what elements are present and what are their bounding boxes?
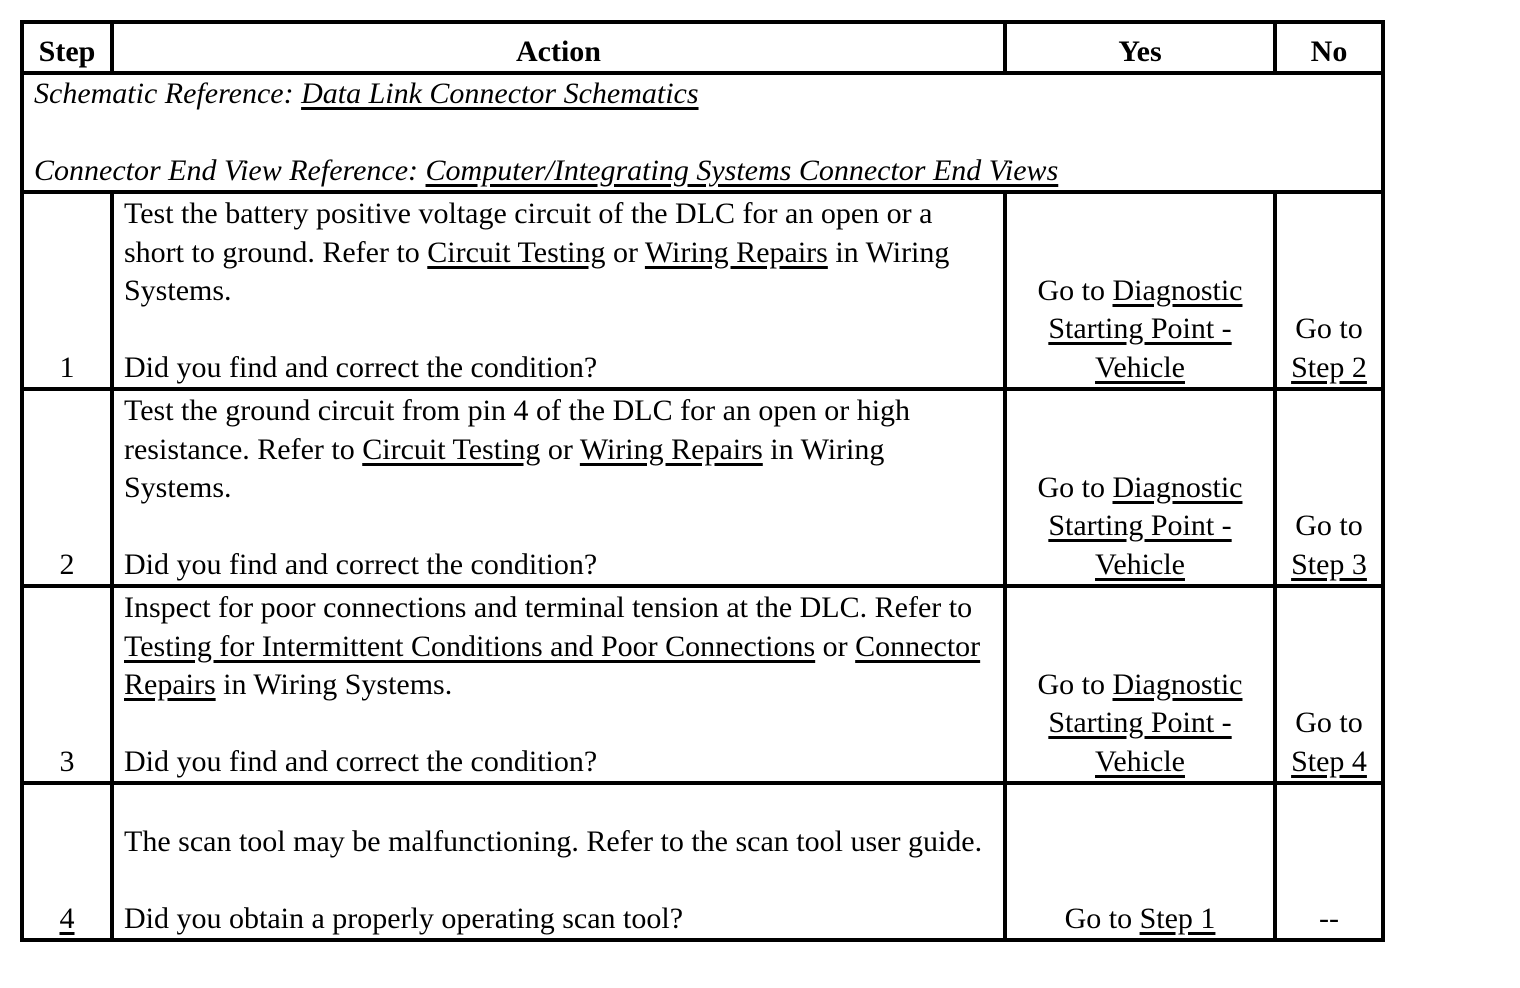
action-text: Test the ground circuit from pin 4 of the DLC for an open or high resistance. Refer to <box>124 394 911 466</box>
step-link[interactable]: Step 4 <box>1291 744 1367 778</box>
yes-cell <box>1005 192 1275 389</box>
diagnostic-starting-point-link[interactable]: Vehicle <box>1095 744 1185 778</box>
header-step: Step <box>22 22 112 73</box>
action-cell <box>112 783 1005 940</box>
yes-cell <box>1005 389 1275 586</box>
wiring-repairs-link[interactable]: Wiring Repairs <box>579 432 763 466</box>
no-prefix: Go to <box>1295 509 1363 542</box>
diagnostic-starting-point-link[interactable]: Vehicle <box>1095 350 1185 384</box>
diagnostic-starting-point-link[interactable]: Starting Point - <box>1048 706 1232 739</box>
no-cell <box>1275 389 1383 586</box>
no-cell <box>1275 783 1383 940</box>
yes-prefix: Go to <box>1037 667 1113 701</box>
diagnostic-starting-point-link[interactable]: Diagnostic <box>1112 667 1243 701</box>
diagnostic-starting-point-link[interactable]: Vehicle <box>1095 547 1185 581</box>
action-question: Did you find and correct the condition? <box>124 350 598 384</box>
table-row <box>22 389 1383 586</box>
no-cell <box>1275 586 1383 783</box>
yes-prefix: Go to <box>1037 273 1113 307</box>
connector-reference-label: Connector End View Reference: <box>34 153 426 187</box>
circuit-testing-link[interactable]: Circuit Testing <box>427 235 606 269</box>
action-text: or <box>815 629 856 663</box>
reference-row <box>22 73 1383 192</box>
circuit-testing-link[interactable]: Circuit Testing <box>362 432 541 466</box>
connector-reference-link[interactable]: Computer/Integrating Systems Connector End Views <box>425 153 1059 187</box>
action-cell <box>112 389 1005 586</box>
step-link[interactable]: Step 1 <box>1139 901 1216 935</box>
header-yes: Yes <box>1005 22 1275 73</box>
schematic-reference-link[interactable]: Data Link Connector Schematics <box>301 77 699 110</box>
header-row <box>22 22 1383 73</box>
step-link[interactable]: Step 2 <box>1291 350 1367 384</box>
action-text: in Wiring Systems. <box>124 432 885 504</box>
diagnostic-starting-point-link[interactable]: Starting Point - <box>1048 509 1232 542</box>
schematic-reference-label: Schematic Reference: <box>34 77 302 110</box>
step-number-link[interactable]: 4 <box>59 901 75 935</box>
diagnostic-starting-point-link[interactable]: Diagnostic <box>1112 273 1243 307</box>
action-text: in Wiring Systems. <box>124 235 950 307</box>
reference-cell <box>22 73 1383 192</box>
action-cell <box>112 192 1005 389</box>
step-number: 1 <box>22 192 112 389</box>
action-text: in Wiring Systems. <box>215 668 453 701</box>
action-text: or <box>540 432 580 466</box>
no-prefix: Go to <box>1295 706 1363 739</box>
header-no: No <box>1275 22 1383 73</box>
step-number: 3 <box>22 586 112 783</box>
step-number: 2 <box>22 389 112 586</box>
action-text: Inspect for poor connections and terminal tension at the DLC. Refer to <box>124 591 973 624</box>
yes-prefix: Go to <box>1064 901 1140 935</box>
step-link[interactable]: Step 3 <box>1291 547 1367 581</box>
action-question: Did you find and correct the condition? <box>124 547 598 581</box>
step-number-cell <box>22 783 112 940</box>
table-row <box>22 586 1383 783</box>
action-question: Did you obtain a properly operating scan tool? <box>124 901 684 935</box>
no-prefix: Go to <box>1295 312 1363 345</box>
action-text: The scan tool may be malfunctioning. Refer to the scan tool user guide. <box>124 825 983 858</box>
no-text: -- <box>1319 901 1339 935</box>
action-text: or <box>605 235 645 269</box>
action-text: Test the battery positive voltage circuit of the DLC for an open or a short to ground. Refer to <box>124 197 933 269</box>
yes-cell <box>1005 586 1275 783</box>
action-question: Did you find and correct the condition? <box>124 744 598 778</box>
table-row <box>22 192 1383 389</box>
no-cell <box>1275 192 1383 389</box>
wiring-repairs-link[interactable]: Wiring Repairs <box>644 235 828 269</box>
diagnostic-starting-point-link[interactable]: Diagnostic <box>1112 470 1243 504</box>
yes-cell <box>1005 783 1275 940</box>
intermittent-conditions-link[interactable]: Testing for Intermittent Conditions and Poor Connections <box>124 629 816 663</box>
yes-prefix: Go to <box>1037 470 1113 504</box>
diagnostic-table <box>20 20 1385 942</box>
table-row <box>22 783 1383 940</box>
action-cell <box>112 586 1005 783</box>
header-action: Action <box>112 22 1005 73</box>
connector-repairs-link[interactable]: Connector Repairs <box>124 629 981 701</box>
diagnostic-starting-point-link[interactable]: Starting Point - <box>1048 312 1232 345</box>
